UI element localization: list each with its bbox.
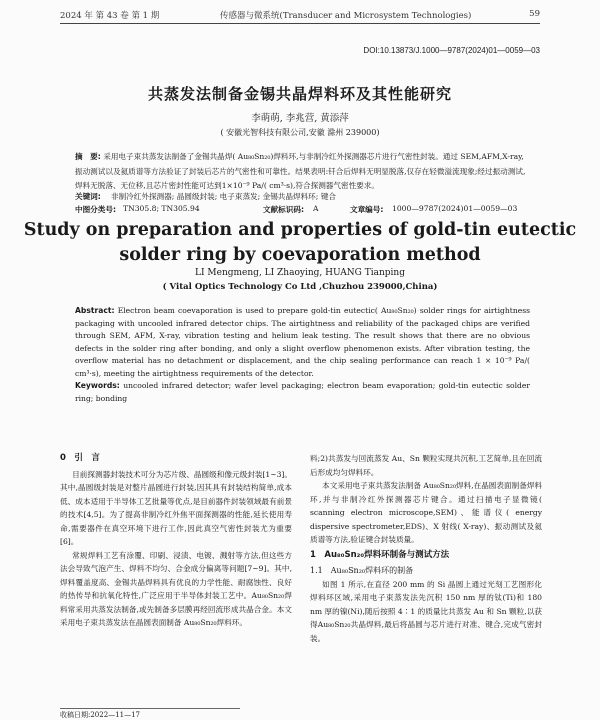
paragraph: 如图 1 所示,在直径 200 mm 的 Si 晶圆上通过光刻工艺图形化焊料环区域,采用电子束蒸发法先沉积 150 nm 厚的钛(Ti)和 180 nm 厚的镍(Ni),随后按照 4∶1 的质量比共蒸发 Au 和 Sn 颗粒,以获得Au₈₀Sn₂₀共晶焊料,最后将晶圆与芯片进行对准、键合,完成气密封装。 xyxy=(310,579,542,643)
abstract-label: 摘 要: xyxy=(75,152,101,161)
journal-name: 传感器与微系统(Transducer and Microsystem Technologies) xyxy=(220,11,472,21)
code-label: 文献标识码: xyxy=(263,205,305,214)
section-heading-intro: 0 引 言 xyxy=(60,453,100,463)
page-number: 59 xyxy=(529,9,540,19)
paragraph: 目前探测器封装技术可分为芯片级、晶圆级和像元级封装[1~3]。其中,晶圆级封装是对整片晶圆进行封装,因其具有封装结构简单,成本低、成本适用于半导体工艺批量等优点,是目前器件封装领域最有前景的技术[4,5]。为了提高非制冷红外焦平面探测器的性能,延长使用寿命,需要器件在真空环境下进行工作,因此真空气密性封装尤为重要[6]。 xyxy=(60,469,292,546)
right-column xyxy=(310,452,542,645)
abstract-text: 采用电子束共蒸发法制备了金锡共晶焊( Au₈₀Sn₂₀)焊料环,与非制冷红外探测器芯片进行气密性封装。通过 SEM,AFM,X-ray,振动测试以及氦质谱等方法验证了封装后芯片的气密性和可靠性。结果表明:钎合后焊料无明显脱落,仅存在轻微溢流现象;经过振动测试,焊料无脱落、无位移,且芯片密封性能可达到1×10⁻⁹ Pa/( cm³·s),符合探测器气密性要求。 xyxy=(75,152,526,190)
english-title: Study on preparation and properties of gold-tin eutectic solder ring by coevaporation method xyxy=(23,220,577,265)
paragraph: 料;2)共蒸发与回流蒸发 Au、Sn 颗粒实现共沉积,工艺简单,且在回流后形成均匀焊料环。 xyxy=(310,454,542,477)
keywords-label-en: Keywords: xyxy=(75,381,120,390)
english-abstract xyxy=(75,305,530,405)
left-column xyxy=(60,452,292,630)
chinese-abstract xyxy=(75,150,530,194)
abstract-label-en: Abstract: xyxy=(75,306,115,315)
abstract-text-en: Electron beam coevaporation is used to prepare gold-tin eutectic( Au₈₀Sn₂₀) solder rings for airtightness packaging with uncooled infrared detector chips. The airtightness and reliability of the packaged chips are verified through SEM, AFM, X-ray, vibration testing and helium leak testing. The result shows that there are no obvious defects in the solder ring after bonding, and only a slight overflow phenomenon exists. After vibration testing, the overflow material has no detachment or displacement, and the chip sealing performance can reach 1 × 10⁻⁹ Pa/( cm³·s), meeting the airtightness requirements of the detector. xyxy=(75,306,530,378)
journal-issue: 2024 年 第 43 卷 第 1 期 xyxy=(60,11,160,21)
clc-value: TN305.8; TN305.94 xyxy=(123,204,200,213)
english-affiliation: ( Vital Optics Technology Co Ltd ,Chuzhou 239000,China) xyxy=(162,282,438,292)
paragraph: 本文采用电子束共蒸发法制备 Au₈₀Sn₂₀焊料,在晶圆表面制备焊料环,并与非制冷红外探测器芯片键合。通过扫描电子显微镜( scanning electron microscope,SEM)、能谱仪( energy dispersive spectrometer,EDS)、X 射线( X-ray)、振动测试及氦质谱等方法,验证键合封装质量。 xyxy=(310,481,542,544)
code-value: A xyxy=(313,204,319,213)
running-header xyxy=(60,9,540,24)
english-authors: LI Mengmeng, LI Zhaoying, HUANG Tianping xyxy=(195,268,405,278)
paragraph: 常规焊料工艺有涂覆、印刷、浸渍、电镀、溅射等方法,但这些方法会导致气泡产生、焊料不均匀、合金成分偏离等问题[7~9]。其中,焊料覆盖度高、金锡共晶焊料具有优良的力学性能、耐腐蚀性、良好的热传导和抗氧化特性,广泛应用于半导体封装工艺中。Au₈₀Sn₂₀焊料常采用共蒸发法制备,或先制备多层膜再经回流形成共晶合金。本文采用电子束共蒸发法在晶圆表面制备 Au₈₀Sn₂₀焊料环。 xyxy=(60,550,292,627)
received-date-footnote: 收稿日期:2022—11—17 xyxy=(60,708,240,720)
clc-label: 中图分类号: xyxy=(75,205,117,214)
chinese-title: 共蒸发法制备金锡共晶焊料环及其性能研究 xyxy=(147,85,452,103)
subsection-heading-1-1: 1.1 Au₈₀Sn₂₀焊料环的制备 xyxy=(310,566,414,575)
keywords-label: 关键词: xyxy=(75,192,101,201)
article-value: 1000—9787(2024)01—0059—03 xyxy=(392,204,518,213)
chinese-authors: 李萌萌, 李兆营, 黄添萍 xyxy=(251,113,349,124)
section-heading-1: 1 Au₈₀Sn₂₀焊料环制备与测试方法 xyxy=(310,549,450,560)
chinese-affiliation: ( 安徽光智科技有限公司,安徽 滁州 239000) xyxy=(220,128,380,137)
article-label: 文章编号: xyxy=(350,205,384,214)
doi: DOI:10.13873/J.1000—9787(2024)01—0059—03 xyxy=(363,46,540,55)
keywords-text: 非制冷红外探测器; 晶圆级封装; 电子束蒸发; 金锡共晶焊料环; 键合 xyxy=(111,192,336,201)
keywords-text-en: uncooled infrared detector; wafer level packaging; electron beam evaporation; gold-tin eutectic solder ring; bonding xyxy=(75,381,530,403)
